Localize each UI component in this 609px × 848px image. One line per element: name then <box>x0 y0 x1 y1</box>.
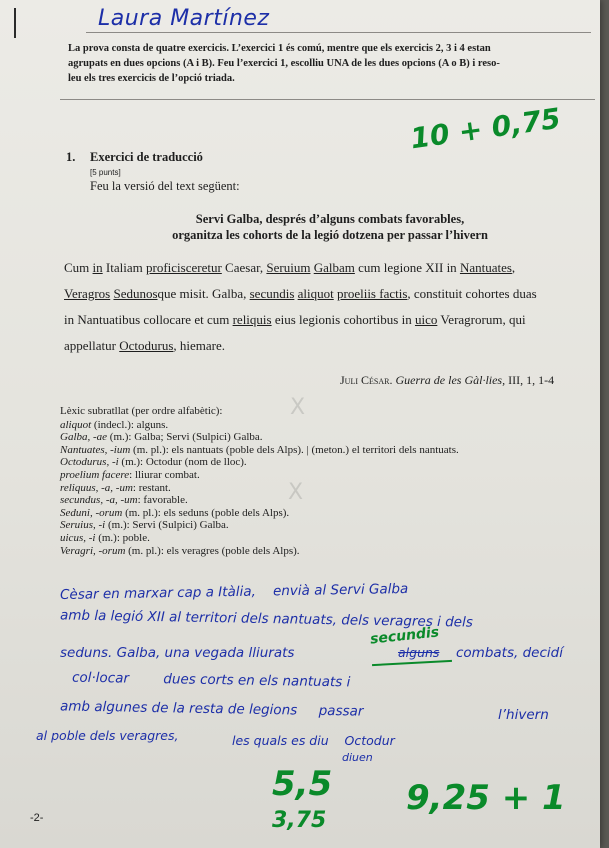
passage-heading-line: Servi Galba, després d’alguns combats favorables, <box>195 212 465 226</box>
glossary-entry <box>60 532 459 545</box>
glossary-definition: (m.): poble. <box>95 531 150 544</box>
latin-text: Caesar, <box>221 260 267 275</box>
underlined-term: Nantuates <box>459 260 512 275</box>
glossary-term: Veragri, -orum <box>60 544 126 557</box>
score-left-bottom: 3,75 <box>272 808 327 833</box>
glossary-term: secundus, -a, -um <box>60 494 138 507</box>
translation-line: col·locar dues corts en els nantuats i <box>71 669 351 691</box>
glossary-definition: (m.): Octodur (nom de lloc). <box>118 456 247 469</box>
top-score: 10 + 0,75 <box>408 101 563 156</box>
glossary-term: Seruius, -i <box>60 519 106 532</box>
exercise-points: [5 punts] <box>90 168 121 177</box>
glossary-header: Lèxic subratllat (per ordre alfabètic): <box>60 405 223 417</box>
glossary-list <box>60 419 459 558</box>
glossary-term: Seduni, -orum <box>60 506 123 519</box>
glossary-entry <box>60 507 459 520</box>
latin-text: , <box>511 260 516 275</box>
underlined-term: aliquot <box>297 286 334 301</box>
exercise-number: 1. <box>66 150 76 164</box>
name-line <box>86 32 591 33</box>
latin-text: , constituit cohortes duas <box>407 286 537 301</box>
translation-line: amb algunes de la resta de legions passar <box>59 698 364 720</box>
glossary-definition: (m.): Galba; Servi (Sulpici) Galba. <box>107 431 263 444</box>
latin-line <box>64 255 594 281</box>
translation-line: al poble dels veragres, <box>36 728 179 743</box>
translation-line: combats, decidí <box>456 645 563 661</box>
student-name: Laura Martínez <box>98 6 270 31</box>
latin-text: Italiam <box>102 260 146 275</box>
glossary-definition: : restant. <box>132 481 171 494</box>
glossary-term: aliquot <box>60 418 92 431</box>
glossary-definition: : favorable. <box>137 494 188 507</box>
glossary-entry <box>60 444 459 457</box>
exercise-title: Exercici de traducció <box>90 150 203 164</box>
glossary-definition: (indecl.): alguns. <box>91 418 169 431</box>
glossary-definition: (m. pl.): els seduns (poble dels Alps). <box>122 506 290 519</box>
glossary-entry <box>60 482 459 495</box>
source-work: Guerra de les Gàl·lies, <box>395 373 506 387</box>
struck-word: alguns <box>398 645 440 660</box>
latin-text: Cum <box>64 260 93 275</box>
translation-line: seduns. Galba, una vegada lliurats <box>60 645 295 661</box>
underlined-term: proeliis factis <box>337 286 408 301</box>
score-left-top: 5,5 <box>272 764 333 804</box>
underlined-term: Octodurus <box>119 338 174 353</box>
intro-line: La prova consta de quatre exercicis. L’exercici 1 és comú, mentre que els exercicis 2, 3 i 4 estan <box>68 43 491 54</box>
translation-line: l’hivern <box>498 707 549 723</box>
glossary-entry <box>60 469 459 482</box>
exercise-instruction: Feu la versió del text següent: <box>90 179 240 193</box>
underlined-term: proficisceretur <box>146 260 222 275</box>
intro-divider <box>60 99 595 100</box>
glossary-entry <box>60 419 459 432</box>
glossary-entry <box>60 545 459 558</box>
latin-text: que misit. Galba, <box>157 286 250 301</box>
underlined-term: Veragros <box>64 286 111 301</box>
intro-line: leu els tres exercicis de l’opció triada. <box>68 73 235 84</box>
glossary-entry <box>60 456 459 469</box>
glossary-definition: (m.): Servi (Sulpici) Galba. <box>105 519 229 532</box>
bleed-through-mark: X <box>288 480 304 505</box>
glossary-term: proelium facere <box>60 468 130 481</box>
latin-text: eius legionis cohortibus in <box>271 312 415 327</box>
translation-line: diuen <box>342 751 373 764</box>
underlined-term: Galbam <box>313 260 355 275</box>
underlined-term: in <box>92 260 103 275</box>
underlined-term: Seruium <box>266 260 311 275</box>
translation-line: amb la legió XII al territori dels nantuats, dels veragres i dels <box>59 607 473 631</box>
glossary <box>60 405 459 557</box>
latin-text: , hiemare. <box>173 338 226 353</box>
bleed-through-mark: X <box>290 395 306 420</box>
latin-line <box>64 281 594 307</box>
score-right: 9,25 + 1 <box>406 778 566 818</box>
glossary-term: Octodurus, -i <box>60 456 119 469</box>
source-author: Juli César. <box>340 373 393 387</box>
glossary-term: reliquus, -a, -um <box>60 481 133 494</box>
latin-text: Veragrorum, qui <box>437 312 526 327</box>
latin-line <box>64 307 594 333</box>
translation-line: les quals es diu Octodur <box>232 733 395 748</box>
glossary-entry <box>60 519 459 532</box>
source-ref: III, 1, 1-4 <box>508 373 555 387</box>
latin-passage <box>64 255 594 359</box>
green-underline <box>372 660 452 666</box>
passage-heading-line: organitza les cohorts de la legió dotzena per passar l’hivern <box>172 228 488 242</box>
glossary-definition: (m. pl.): els nantuats (poble dels Alps). | (meton.) el territori dels nantuats. <box>130 443 459 456</box>
correction-secundis: secundis <box>369 624 440 648</box>
source-citation <box>340 373 554 388</box>
intro-text <box>68 41 588 86</box>
latin-text: appellatur <box>64 338 120 353</box>
latin-text: cum legione XII in <box>354 260 460 275</box>
page-number: -2- <box>30 812 44 824</box>
underlined-term: reliquis <box>232 312 272 327</box>
underlined-term: Sedunos <box>113 286 158 301</box>
glossary-definition: : lliurar combat. <box>129 468 200 481</box>
glossary-definition: (m. pl.): els veragres (poble dels Alps). <box>125 544 300 557</box>
translation-line: Cèsar en marxar cap a Itàlia, envià al Servi Galba <box>59 580 409 604</box>
glossary-entry <box>60 494 459 507</box>
glossary-term: uicus, -i <box>60 531 96 544</box>
latin-text: in Nantuatibus collocare et cum <box>64 312 233 327</box>
glossary-term: Galba, -ae <box>60 431 108 444</box>
underlined-term: uico <box>414 312 438 327</box>
glossary-entry <box>60 431 459 444</box>
passage-heading <box>60 211 600 243</box>
intro-line: agrupats en dues opcions (A i B). Feu l’exercici 1, escolliu UNA de les dues opcions (A o B) i reso- <box>68 58 500 69</box>
underlined-term: secundis <box>249 286 295 301</box>
latin-line <box>64 333 594 359</box>
glossary-term: Nantuates, -ium <box>60 443 131 456</box>
margin-mark <box>14 8 16 38</box>
